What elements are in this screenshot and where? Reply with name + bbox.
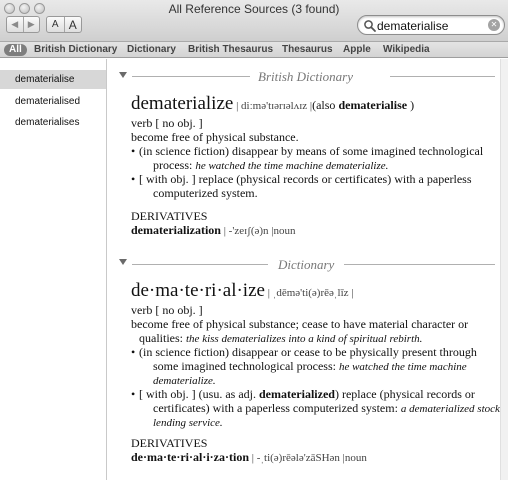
variant-spelling: dematerialise — [338, 98, 408, 112]
section-divider — [390, 76, 495, 77]
section-title-dictionary: Dictionary — [278, 257, 335, 272]
definition-3-line-1 — [139, 387, 475, 401]
also-suffix: ) — [407, 98, 415, 112]
example-sentence: he watched the time machine dematerialize. — [195, 160, 389, 172]
derivative-pronunciation: | -'zeɪʃ(ə)n |noun — [220, 225, 296, 237]
bullet: • — [131, 345, 136, 359]
sidebar-item-dematerialises[interactable]: dematerialises — [15, 117, 80, 128]
definition-1: become free of physical substance. — [131, 130, 299, 144]
headword: dematerialize — [131, 93, 234, 114]
derivative-entry — [131, 450, 367, 465]
disclosure-triangle-icon[interactable] — [119, 259, 127, 265]
scope-all[interactable]: All — [4, 44, 27, 56]
adjective-form: dematerialized — [258, 387, 335, 401]
results-sidebar — [0, 59, 107, 480]
bullet: • — [131, 172, 136, 186]
definition-2-text: some imagined technological process: — [153, 359, 339, 373]
definition-2-line-2 — [153, 359, 467, 374]
definition-pane — [108, 59, 500, 480]
pronunciation: | ˌdēmə'ti(ə)rēəˌlīz | — [264, 287, 354, 299]
section-divider — [132, 76, 250, 77]
derivative-word: de·ma·te·ri·al·i·za·tion — [131, 450, 249, 464]
entry-heading — [131, 94, 414, 114]
scope-dictionary[interactable]: Dictionary — [127, 44, 176, 55]
title-bar — [0, 0, 508, 42]
window-title: All Reference Sources (3 found) — [168, 2, 340, 16]
derivatives-heading: DERIVATIVES — [131, 436, 208, 450]
font-size-controls — [46, 16, 82, 33]
example-sentence: lending service. — [153, 417, 223, 429]
definition-2-line-1: (in science fiction) disappear by means of some imagined technological — [139, 144, 484, 158]
source-scope-bar — [0, 42, 508, 58]
section-divider — [132, 264, 268, 265]
scope-british-dictionary[interactable]: British Dictionary — [34, 44, 118, 55]
definition-2-line-1: (in science fiction) disappear or cease to be physically present through — [139, 345, 477, 359]
part-of-speech: verb [ no obj. ] — [131, 303, 203, 317]
search-input[interactable] — [377, 18, 485, 33]
example-sentence: the kiss dematerializes into a kind of spiritual rebirth. — [186, 333, 423, 345]
sidebar-item-dematerialise[interactable]: dematerialise — [0, 70, 106, 89]
part-of-speech: verb [ no obj. ] — [131, 116, 203, 130]
scope-apple[interactable]: Apple — [343, 44, 371, 55]
definition-2-line-3 — [153, 373, 216, 388]
headword: de·ma·te·ri·al·ize — [131, 280, 265, 301]
example-sentence: a dematerialized stock — [400, 403, 500, 415]
scope-wikipedia[interactable]: Wikipedia — [383, 44, 430, 55]
definition-1-line-2 — [139, 331, 422, 346]
definition-2-text: process: — [153, 158, 196, 172]
definition-3-line-1: [ with obj. ] replace (physical records or certificates) with a paperless — [139, 172, 472, 186]
example-sentence: he watched the time machine — [338, 361, 467, 373]
clear-search-icon[interactable]: ✕ — [488, 19, 500, 31]
definition-2-line-2 — [153, 158, 388, 173]
history-nav — [6, 16, 40, 33]
search-field[interactable] — [357, 15, 505, 35]
disclosure-triangle-icon[interactable] — [119, 72, 127, 78]
derivatives-heading: DERIVATIVES — [131, 209, 208, 223]
vertical-scrollbar[interactable] — [500, 59, 508, 480]
bullet: • — [131, 144, 136, 158]
definition-1-line-1: become free of physical substance; cease to have material character or — [131, 317, 469, 331]
decrease-font-button[interactable]: A — [51, 19, 59, 30]
section-title-british-dictionary: British Dictionary — [258, 69, 353, 84]
back-arrow-icon[interactable]: ◀ — [11, 19, 19, 29]
example-sentence: dematerialize. — [153, 375, 216, 387]
derivative-word: dematerialization — [131, 223, 221, 237]
definition-3-text: certificates) with a paperless computerized system: — [153, 401, 401, 415]
increase-font-button[interactable]: A — [64, 17, 82, 32]
derivative-entry — [131, 223, 295, 238]
search-icon — [363, 19, 377, 33]
entry-heading — [131, 281, 354, 301]
section-divider — [344, 264, 495, 265]
sidebar-item-dematerialised[interactable]: dematerialised — [15, 96, 81, 107]
bullet: • — [131, 387, 136, 401]
scope-thesaurus[interactable]: Thesaurus — [282, 44, 333, 55]
also-prefix: (also — [312, 98, 339, 112]
definition-3-text: ) replace (physical records or — [334, 387, 475, 401]
scope-british-thesaurus[interactable]: British Thesaurus — [188, 44, 274, 55]
pronunciation: | diːmə'tɪərɪəlʌɪz | — [233, 100, 313, 112]
definition-3-line-2 — [153, 401, 500, 416]
definition-1-text: qualities: — [139, 331, 186, 345]
definition-3-line-3 — [153, 415, 223, 430]
definition-3-text: [ with obj. ] (usu. as adj. — [139, 387, 259, 401]
forward-arrow-icon[interactable]: ▶ — [23, 17, 40, 32]
definition-3-line-2: computerized system. — [153, 186, 258, 200]
derivative-pronunciation: | -ˌti(ə)rēələ'zāSHən |noun — [249, 452, 367, 464]
